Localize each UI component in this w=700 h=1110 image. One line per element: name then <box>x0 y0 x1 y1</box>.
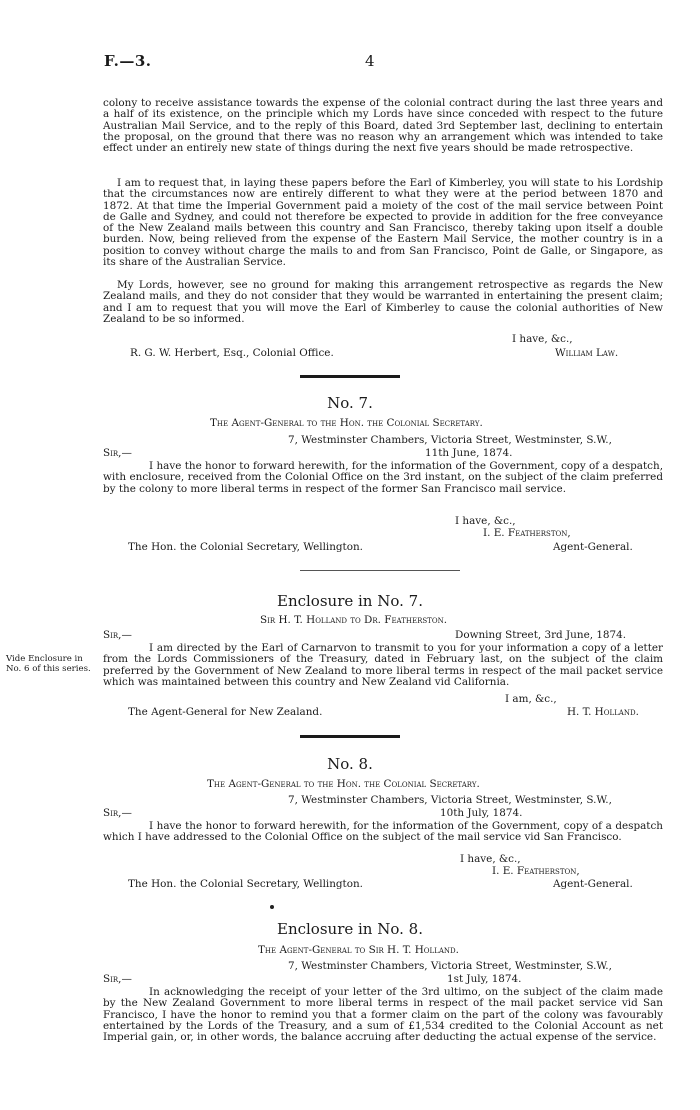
no8-body <box>103 821 663 844</box>
intro-paragraph-1: colony to receive assistance towards the expense of the colonial contract during the last three years and a half of its existence, on the principle which my Lords have since conceded with respect to the future Australian Mail Service, and to the reply of this Board, dated 3rd September last, declining to entertain the proposal, on the ground that there was no reason why an arrangement which was intended to take effect under an entirely new state of things during the next five years should be made retrospective. <box>103 97 663 155</box>
no7-addressee: The Hon. the Colonial Secretary, Wellington. <box>128 541 363 553</box>
intro-addressee: R. G. W. Herbert, Esq., Colonial Office. <box>130 347 334 359</box>
section-divider-thin <box>300 570 460 571</box>
enc7-subtitle: Sir H. T. Holland to Dr. Featherston. <box>260 614 448 626</box>
enc7-salutation: Sir,— <box>103 629 132 641</box>
enc7-body <box>103 643 663 688</box>
no7-title: No. 7. <box>327 394 373 412</box>
enc8-subtitle: The Agent-General to Sir H. T. Holland. <box>258 944 459 956</box>
no7-closing: I have, &c., <box>455 515 516 527</box>
no8-title: No. 8. <box>327 755 373 773</box>
enc8-address: 7, Westminster Chambers, Victoria Street, Westminster, S.W., <box>288 960 612 972</box>
enc8-body-text: In acknowledging the receipt of your letter of the 3rd ultimo, on the subject of the claim made by the New Zealand Government to more liberal terms in respect of the mail packet service vid San Francisco, I have the honor to remind you that a former claim on the part of the colony was favourably entertained by the Lords of the Treasury, and a sum of £1,534 credited to the Colonial Account as net Imperial gain, or, in other words, the balance accruing after deducting the actual expense of the service. <box>103 986 663 1044</box>
no8-date: 10th July, 1874. <box>440 807 523 819</box>
enc7-addressee: The Agent-General for New Zealand. <box>128 706 323 718</box>
no8-salutation: Sir,— <box>103 807 132 819</box>
intro-paragraph-3-text: My Lords, however, see no ground for making this arrangement retrospective as regards the New Zealand mails, and they do not consider that they would be warranted in entertaining the present claim; and I am to request that you will move the Earl of Kimberley to cause the colonial authorities of New Zealand to be so informed. <box>103 279 663 325</box>
no8-addressee: The Hon. the Colonial Secretary, Wellington. <box>128 878 363 890</box>
no7-date: 11th June, 1874. <box>425 447 513 459</box>
enc7-body-text: I am directed by the Earl of Carnarvon to transmit to you for your information a copy of a letter from the Lords Commissioners of the Treasury, dated in February last, on the subject of the claim preferred by the Government of New Zealand to more liberal terms in respect of the mail packet service which was maintained between this country and New Zealand vid California. <box>103 642 663 688</box>
no7-signatory: I. E. Featherston, <box>483 527 571 539</box>
intro-closing: I have, &c., <box>512 333 573 345</box>
no7-role: Agent-General. <box>553 541 633 553</box>
enc8-salutation: Sir,— <box>103 973 132 985</box>
no7-address: 7, Westminster Chambers, Victoria Street, Westminster, S.W., <box>288 434 612 446</box>
enc7-title: Enclosure in No. 7. <box>277 592 423 610</box>
enc8-body <box>103 987 663 1043</box>
no8-subtitle: The Agent-General to the Hon. the Colonial Secretary. <box>207 778 480 790</box>
intro-signature: William Law. <box>555 347 619 359</box>
enc7-closing: I am, &c., <box>505 693 557 705</box>
no7-salutation: Sir,— <box>103 447 132 459</box>
no8-address: 7, Westminster Chambers, Victoria Street, Westminster, S.W., <box>288 794 612 806</box>
no8-body-text: I have the honor to forward herewith, for the information of the Government, copy of a despatch which I have addressed to the Colonial Office on the subject of the mail service vid San Francisco. <box>103 820 663 844</box>
no8-closing: I have, &c., <box>460 853 521 865</box>
enc7-margin-note: Vide Enclosure in No. 6 of this series. <box>6 654 91 674</box>
no7-subtitle: The Agent-General to the Hon. the Colonial Secretary. <box>210 417 483 429</box>
intro-paragraph-2 <box>103 178 663 268</box>
enc8-date: 1st July, 1874. <box>447 973 522 985</box>
enc7-address-date: Downing Street, 3rd June, 1874. <box>455 629 627 641</box>
enc7-signatory: H. T. Holland. <box>567 706 639 718</box>
intro-paragraph-3 <box>103 280 663 325</box>
section-divider-thick <box>300 375 400 378</box>
intro-paragraph-2-text: I am to request that, in laying these papers before the Earl of Kimberley, you will state to his Lordship that the circumstances now are entirely different to what they were at the period between 1870 and 1872. At that time the Imperial Government paid a moiety of the cost of the mail service between Point de Galle and Sydney, and could not therefore be expected to provide in addition for the free conveyance of the New Zealand mails between this country and San Francisco, thereby taking upon itself a double burden. Now, being relieved from the expense of the Eastern Mail Service, the mother country is in a position to convey without charge the mails to and from San Francisco, Point de Galle, or Singapore, as its share of the Australian Service. <box>103 177 663 269</box>
page-number: 4 <box>365 52 375 70</box>
no7-body <box>103 461 663 495</box>
no7-body-text: I have the honor to forward herewith, for the information of the Government, copy of a despatch, with enclosure, received from the Colonial Office on the 3rd instant, on the subject of the claim preferred by the colony to more liberal terms in respect of the former San Francisco mail service. <box>103 460 663 495</box>
section-divider-thick-2 <box>300 735 400 738</box>
enc8-title: Enclosure in No. 8. <box>277 920 423 938</box>
ink-dot <box>270 905 274 909</box>
no8-signatory: I. E. Featherston, <box>492 865 580 877</box>
document-reference: F.—3. <box>104 52 152 70</box>
no8-role: Agent-General. <box>553 878 633 890</box>
